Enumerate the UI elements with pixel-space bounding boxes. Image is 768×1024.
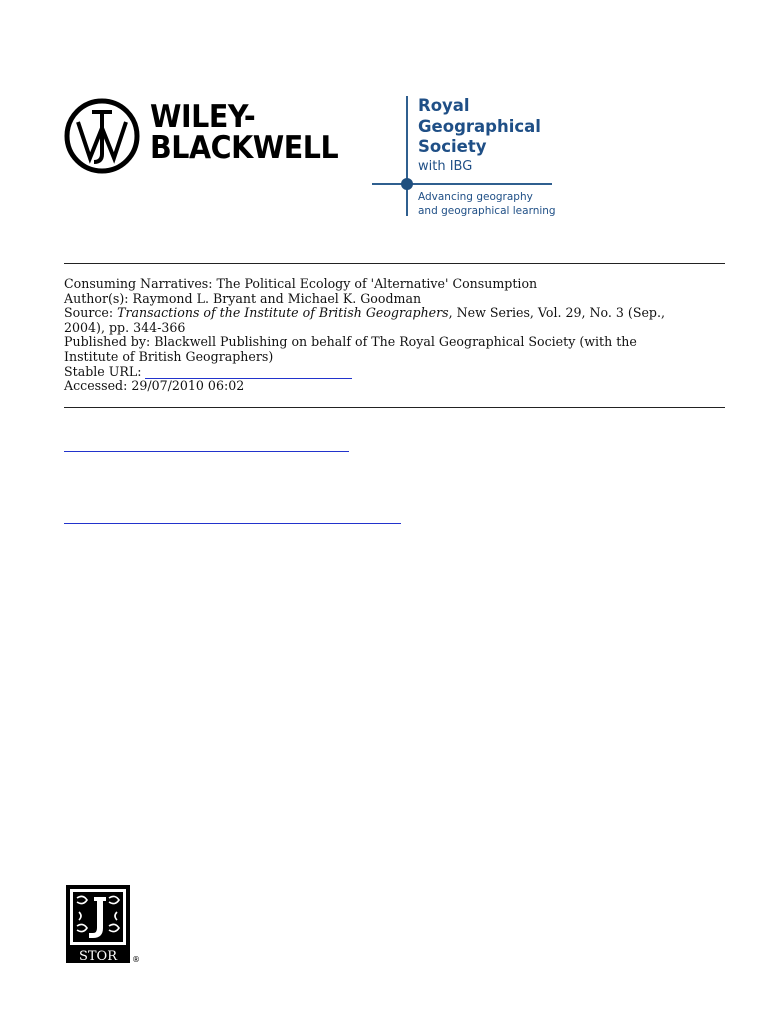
article-authors: Author(s): Raymond L. Bryant and Michael K. Goodman bbox=[64, 290, 422, 306]
rgs-title-line: Royal bbox=[418, 96, 470, 115]
source-label: Source: bbox=[64, 305, 118, 321]
article-source bbox=[64, 306, 729, 321]
rgs-horizontal-line bbox=[372, 183, 552, 185]
wiley-wordmark bbox=[150, 99, 339, 166]
rgs-tagline bbox=[418, 190, 556, 218]
stable-url-row bbox=[64, 365, 729, 380]
rgs-tagline-line: Advancing geography bbox=[418, 191, 533, 203]
publisher-line1: Published by: Blackwell Publishing on behalf of The Royal Geographical Society (with the bbox=[64, 334, 637, 350]
stable-url-link[interactable] bbox=[145, 365, 352, 379]
jstor-emblem-icon bbox=[65, 884, 145, 964]
wiley-emblem-icon bbox=[62, 96, 142, 176]
rgs-dot-icon bbox=[401, 178, 413, 190]
collection-link[interactable] bbox=[64, 523, 401, 524]
bottom-divider bbox=[64, 407, 725, 408]
source-journal: Transactions of the Institute of British Geographers bbox=[117, 305, 449, 321]
rgs-vertical-line bbox=[406, 96, 408, 216]
stable-url-label: Stable URL: bbox=[64, 363, 142, 379]
jstor-wordmark: STOR bbox=[78, 949, 118, 964]
wiley-line2: BLACKWELL bbox=[150, 130, 339, 166]
source-details: , New Series, Vol. 29, No. 3 (Sep., bbox=[448, 305, 665, 321]
wiley-blackwell-logo bbox=[62, 96, 358, 176]
publisher-line2: Institute of British Geographers) bbox=[64, 348, 274, 364]
rgs-logo bbox=[372, 96, 572, 220]
rgs-title-line: Society bbox=[418, 137, 487, 156]
rgs-subtitle: with IBG bbox=[418, 159, 473, 174]
terms-link[interactable] bbox=[64, 451, 349, 452]
source-pages: 2004), pp. 344-366 bbox=[64, 319, 186, 335]
accessed-date: Accessed: 29/07/2010 06:02 bbox=[64, 378, 245, 394]
rgs-tagline-line: and geographical learning bbox=[418, 205, 556, 217]
wiley-line1: WILEY- bbox=[150, 99, 256, 135]
top-divider bbox=[64, 263, 725, 264]
rgs-title-line: Geographical bbox=[418, 116, 541, 136]
jstor-logo bbox=[65, 884, 145, 964]
article-title: Consuming Narratives: The Political Ecology of 'Alternative' Consumption bbox=[64, 276, 538, 291]
rgs-title bbox=[418, 96, 541, 158]
registered-mark: ® bbox=[132, 955, 140, 964]
citation-block bbox=[64, 277, 729, 394]
